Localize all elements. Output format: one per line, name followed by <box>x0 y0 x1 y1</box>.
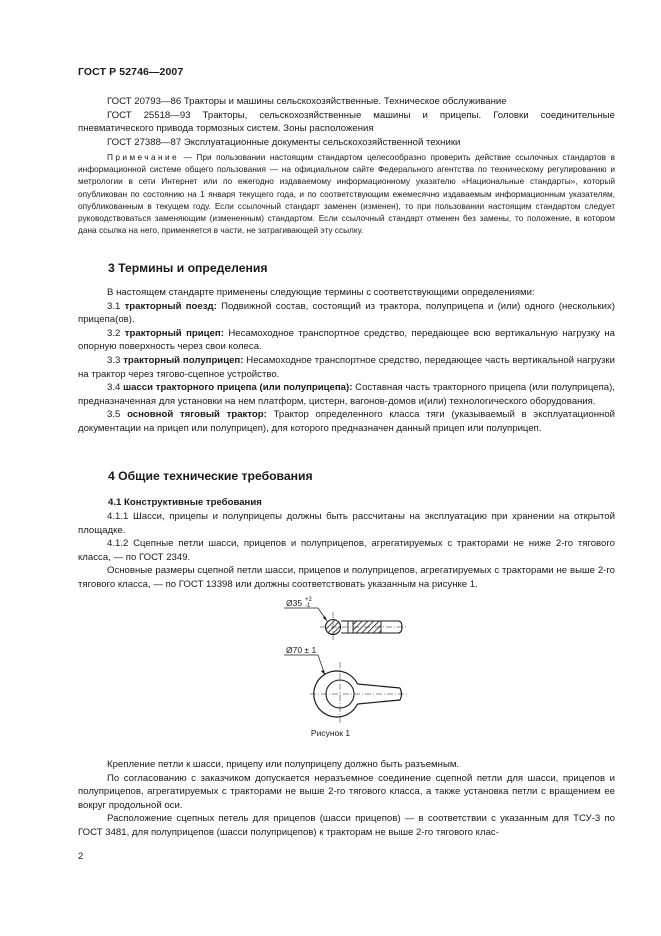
section-4-body-bottom <box>78 758 615 840</box>
dimension-d35-tol-upper: +2 <box>305 597 312 603</box>
term-name: основной тяговый трактор: <box>127 409 267 421</box>
paragraph: По согласованию с заказчиком допускается неразъемное соединение сцепной петли для шасси, прицепов и полуприцепов, агрегатируемых с тракторами не выше 2-го тягового класса, а также установка петли с вращением ее вокруг продольной оси. <box>78 772 615 811</box>
term-name: тракторный полуприцеп: <box>123 354 244 366</box>
page-header: ГОСТ Р 52746—2007 <box>78 66 184 78</box>
loop-section-view <box>284 608 408 642</box>
paragraph: Крепление петли к шасси, прицепу или полуприцепу должно быть разъемным. <box>107 759 460 770</box>
term-item: 3.3 тракторный полуприцеп: Несамоходное транспортное средство, передающее часть вертикальной нагрузки на трактор через тягово-сцепное устройство. <box>78 354 615 380</box>
reference-item: ГОСТ 27388—87 Эксплуатационные документы сельскохозяйственной техники <box>107 136 461 148</box>
paragraph: Расположение сцепных петель для прицепов (шасси прицепов) — в соответствии с указанным для ТСУ-3 по ГОСТ 3481, для полуприцепов (шасси полуприцепов) к тракторам не выше 2-го тягового клас- <box>78 813 615 838</box>
section-3-intro: В настоящем стандарте применены следующие термины с соответствующими определениями: <box>107 287 535 298</box>
reference-item: ГОСТ 25518—93 Тракторы, сельскохозяйственные машины и прицепы. Головки соединительные пневматического привода тормозных систем. Зоны расположения <box>78 109 615 135</box>
term-item: 3.5 основной тяговый трактор: Трактор определенного класса тяги (указываемый в эксплуатационной документации на прицеп или полуприцеп), для которого предназначен данный прицеп или полуприцеп. <box>78 409 616 434</box>
term-definition: Трактор определенного класса тяги (указываемый в эксплуатационной документации на прицеп или полуприцеп), для которого предназначен данный прицеп или полуприцеп. <box>78 409 616 434</box>
paragraph: Основные размеры сцепной петли шасси, прицепов и полуприцепов, агрегатируемых с тракторами не выше 2-го тягового класса, — по ГОСТ 13398 или должны соответствовать указанным на рисунке 1. <box>78 565 615 590</box>
page-number: 2 <box>78 851 84 862</box>
figure-1-caption: Рисунок 1 <box>310 728 351 738</box>
term-item: 3.2 тракторный прицеп: Несамоходное транспортное средство, передающее всю вертикальную нагрузку на опорную поверхность через свои колеса. <box>78 327 615 353</box>
term-name: тракторный прицеп: <box>124 327 224 339</box>
subsection-4-1-title: 4.1 Конструктивные требования <box>108 497 262 508</box>
term-definition: Подвижной состав, состоящий из трактора, полуприцепа и (или) одного (нескольких) прицепа(ов). <box>78 300 615 326</box>
section-3-title: 3 Термины и определения <box>108 261 268 275</box>
note-block <box>78 151 615 236</box>
paragraph: 4.1.1 Шасси, прицепы и полуприцепы должны быть рассчитаны на эксплуатацию при хранении на открытой площадке. <box>78 511 615 536</box>
reference-item: ГОСТ 20793—86 Тракторы и машины сельскохозяйственные. Техническое обслуживание <box>107 96 507 107</box>
loop-plan-view <box>284 655 408 724</box>
term-definition: Составная часть тракторного прицепа (или полуприцепа), предназначенная для установки на нем платформ, цистерн, вагонов-домов и(или) технологического оборудования. <box>78 382 615 407</box>
figure-1-drawing <box>240 590 420 740</box>
section-4-body-top <box>78 510 615 592</box>
term-item: 3.4 шасси тракторного прицепа (или полуприцепа): Составная часть тракторного прицепа (или полуприцепа), предназначенная для установки на нем платформ, цистерн, вагонов-домов и(или) технологического оборудования. <box>78 382 615 407</box>
references-block <box>78 95 615 149</box>
dimension-d70: Ø70 ± 1 <box>286 645 317 655</box>
term-definition: Несамоходное транспортное средство, передающее часть вертикальной нагрузки на трактор через тягово-сцепное устройство. <box>78 354 615 380</box>
section-4-title: 4 Общие технические требования <box>108 469 313 483</box>
dimension-d35-tol-lower: -1 <box>305 603 311 609</box>
term-definition: Несамоходное транспортное средство, передающее всю вертикальную нагрузку на опорную поверхность через свои колеса. <box>78 327 615 353</box>
dimension-d35: Ø35 <box>286 598 303 608</box>
term-name: шасси тракторного прицепа (или полуприцепа): <box>123 382 353 394</box>
paragraph: 4.1.2 Сцепные петли шасси, прицепов и полуприцепов, агрегатируемых с тракторами не ниже 2-го тягового класса, — по ГОСТ 2349. <box>78 538 615 563</box>
term-name: тракторный поезд: <box>124 300 217 312</box>
term-item: 3.1 тракторный поезд: Подвижной состав, состоящий из трактора, полуприцепа и (или) одного (нескольких) прицепа(ов). <box>78 300 615 326</box>
note-text: — При пользовании настоящим стандартом целесообразно проверить действие ссылочных стандартов в информационной системе общего пользования — на официальном сайте Федерального агентства по техническому регулированию и метрологии в сети Интернет или по ежегодно издаваемому информационному указателю «Национальные стандарты», который опубликован по состоянию на 1 января текущего года, и по соответствующим ежемесячно издаваемым информационным указателям, опубликованным в текущем году. Если ссылочный стандарт заменен (изменен), то при пользовании настоящим стандартом следует руководствоваться заменяющим (измененным) стандартом. Если ссылочный стандарт отменен без замены, то положение, в котором дана ссылка на него, применяется в части, не затрагивающей эту ссылку. <box>78 152 615 236</box>
note-label: Примечание <box>107 152 180 162</box>
section-3-body <box>78 286 615 436</box>
